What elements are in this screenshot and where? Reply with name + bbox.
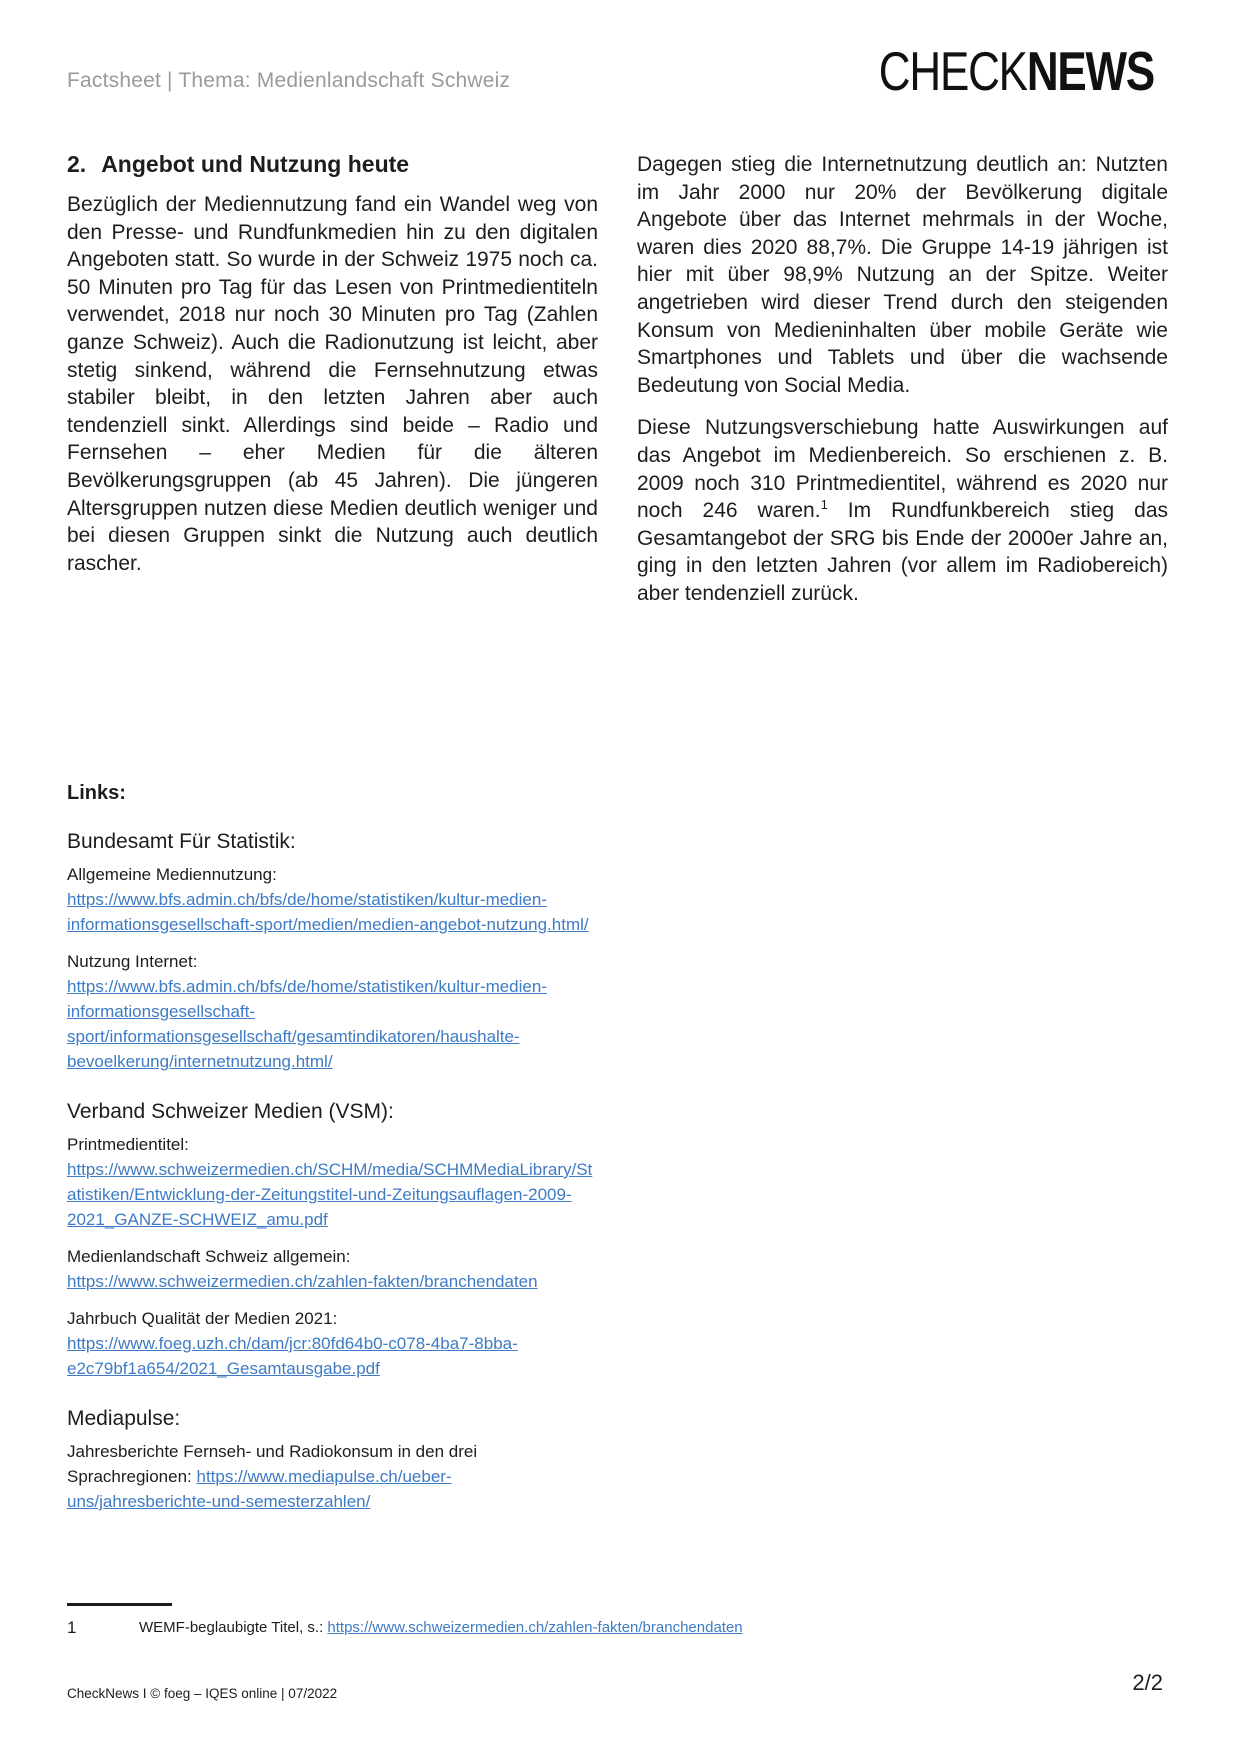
footnote-number: 1 xyxy=(67,1618,77,1637)
link-label: Allgemeine Mediennutzung: xyxy=(67,865,277,884)
link-url[interactable]: https://www.bfs.admin.ch/bfs/de/home/statistiken/kultur-medien-informationsgesellschaft-sport/medien/medien-angebot-nutzung.html/ xyxy=(67,890,589,934)
article-paragraph-right-2 xyxy=(637,414,1168,607)
link-group-heading-mediapulse: Mediapulse: xyxy=(67,1407,181,1430)
footnote-reference-mark[interactable]: 1 xyxy=(820,497,828,513)
footnote-text xyxy=(139,1618,743,1638)
link-item-printmedientitel xyxy=(67,1132,601,1232)
section-title: Angebot und Nutzung heute xyxy=(101,151,410,177)
link-group-heading-bfs: Bundesamt Für Statistik: xyxy=(67,830,296,853)
footnote-label: WEMF-beglaubigte Titel, s.: xyxy=(139,1619,328,1636)
link-item-allgemeine-mediennutzung xyxy=(67,862,601,937)
document-header-label: Factsheet | Thema: Medienlandschaft Schweiz xyxy=(67,69,511,92)
page-footer-credit: CheckNews I © foeg – IQES online | 07/2022 xyxy=(67,1686,338,1701)
article-paragraph-right-1: Dagegen stieg die Internetnutzung deutlich an: Nutzten im Jahr 2000 nur 20% der Bevölkerung digitale Angebote über das Internet mehrmals in der Woche, waren dies 2020 88,7%. Die Gruppe 14-19 jährigen ist hier mit über 98,9% Nutzung an der Spitze. Weiter angetrieben wird dieser Trend durch den steigenden Konsum von Medieninhalten über mobile Geräte wie Smartphones und Tablets und über die wachsende Bedeutung von Social Media. xyxy=(637,153,1168,397)
link-group-heading-vsm: Verband Schweizer Medien (VSM): xyxy=(67,1100,394,1123)
logo-part-check: CHECK xyxy=(878,40,1027,102)
link-url[interactable]: https://www.schweizermedien.ch/zahlen-fakten/branchendaten xyxy=(67,1272,538,1291)
paragraph-text-after-ref: Im Rundfunkbereich stieg das Gesamtangebot der SRG bis Ende der 2000er Jahre an, ging in den letzten Jahren (vor allem im Radiobereich) aber tendenziell zurück. xyxy=(637,499,1169,605)
footnote-row xyxy=(67,1618,1167,1638)
links-section xyxy=(67,782,601,1514)
links-section-title: Links: xyxy=(67,782,126,804)
link-url[interactable]: https://www.foeg.uzh.ch/dam/jcr:80fd64b0-c078-4ba7-8bba-e2c79bf1a654/2021_Gesamtausgabe.pdf xyxy=(67,1334,518,1378)
article-right-column xyxy=(637,151,1168,608)
section-heading xyxy=(67,151,598,177)
link-label: Jahrbuch Qualität der Medien 2021: xyxy=(67,1309,338,1328)
footnote-area xyxy=(67,1603,1167,1638)
link-label: Printmedientitel: xyxy=(67,1135,189,1154)
link-label: Nutzung Internet: xyxy=(67,952,198,971)
article-left-column xyxy=(67,151,598,608)
link-item-jahresberichte xyxy=(67,1439,572,1514)
two-column-article xyxy=(67,151,1168,608)
footnote-separator-rule xyxy=(67,1603,172,1606)
link-label: Jahresberichte Fernseh- und Radiokonsum in den drei Sprachregionen: xyxy=(67,1442,478,1486)
section-number: 2. xyxy=(67,151,87,177)
link-url[interactable]: https://www.mediapulse.ch/ueber-uns/jahresberichte-und-semesterzahlen/ xyxy=(67,1467,452,1511)
link-url[interactable]: https://www.schweizermedien.ch/SCHM/media/SCHMMediaLibrary/Statistiken/Entwicklung-der-Zeitungstitel-und-Zeitungsauflagen-2009-2021_GANZE-SCHWEIZ_amu.pdf xyxy=(67,1160,593,1229)
checknews-logo xyxy=(878,40,1154,102)
link-item-jahrbuch-qualitaet xyxy=(67,1306,601,1381)
paragraph-text-before-ref: Diese Nutzungsverschiebung hatte Auswirkungen auf das Angebot im Medienbereich. So erschienen z. B. 2009 noch 310 Printmedientitel, während es 2020 nur noch 246 waren. xyxy=(637,416,1168,523)
logo-part-news: NEWS xyxy=(1026,40,1154,102)
link-item-nutzung-internet xyxy=(67,949,601,1074)
article-paragraph-left: Bezüglich der Mediennutzung fand ein Wandel weg von den Presse- und Rundfunkmedien hin zu den digitalen Angeboten statt. So wurde in der Schweiz 1975 noch ca. 50 Minuten pro Tag für das Lesen von Printmedientiteln verwendet, 2018 nur noch 30 Minuten pro Tag (Zahlen ganze Schweiz). Auch die Radionutzung ist leicht, aber stetig sinkend, während die Fernsehnutzung etwas stabiler bleibt, in den letzten Jahren aber auch tendenziell sinkt. Allerdings sind beide – Radio und Fernsehen – eher Medien für die älteren Bevölkerungsgruppen (ab 45 Jahren). Die jüngeren Altersgruppen nutzen diese Medien deutlich weniger und bei diesen Gruppen sinkt die Nutzung auch deutlich rascher. xyxy=(67,193,598,575)
footnote-link[interactable]: https://www.schweizermedien.ch/zahlen-fakten/branchendaten xyxy=(327,1619,743,1636)
page-number: 2/2 xyxy=(1132,1670,1163,1695)
link-label: Medienlandschaft Schweiz allgemein: xyxy=(67,1247,351,1266)
link-url[interactable]: https://www.bfs.admin.ch/bfs/de/home/statistiken/kultur-medien-informationsgesellschaft-sport/informationsgesellschaft/gesamtindikatoren/haushalte-bevoelkerung/internetnutzung.html/ xyxy=(67,977,547,1071)
link-item-medienlandschaft-allgemein xyxy=(67,1244,601,1294)
